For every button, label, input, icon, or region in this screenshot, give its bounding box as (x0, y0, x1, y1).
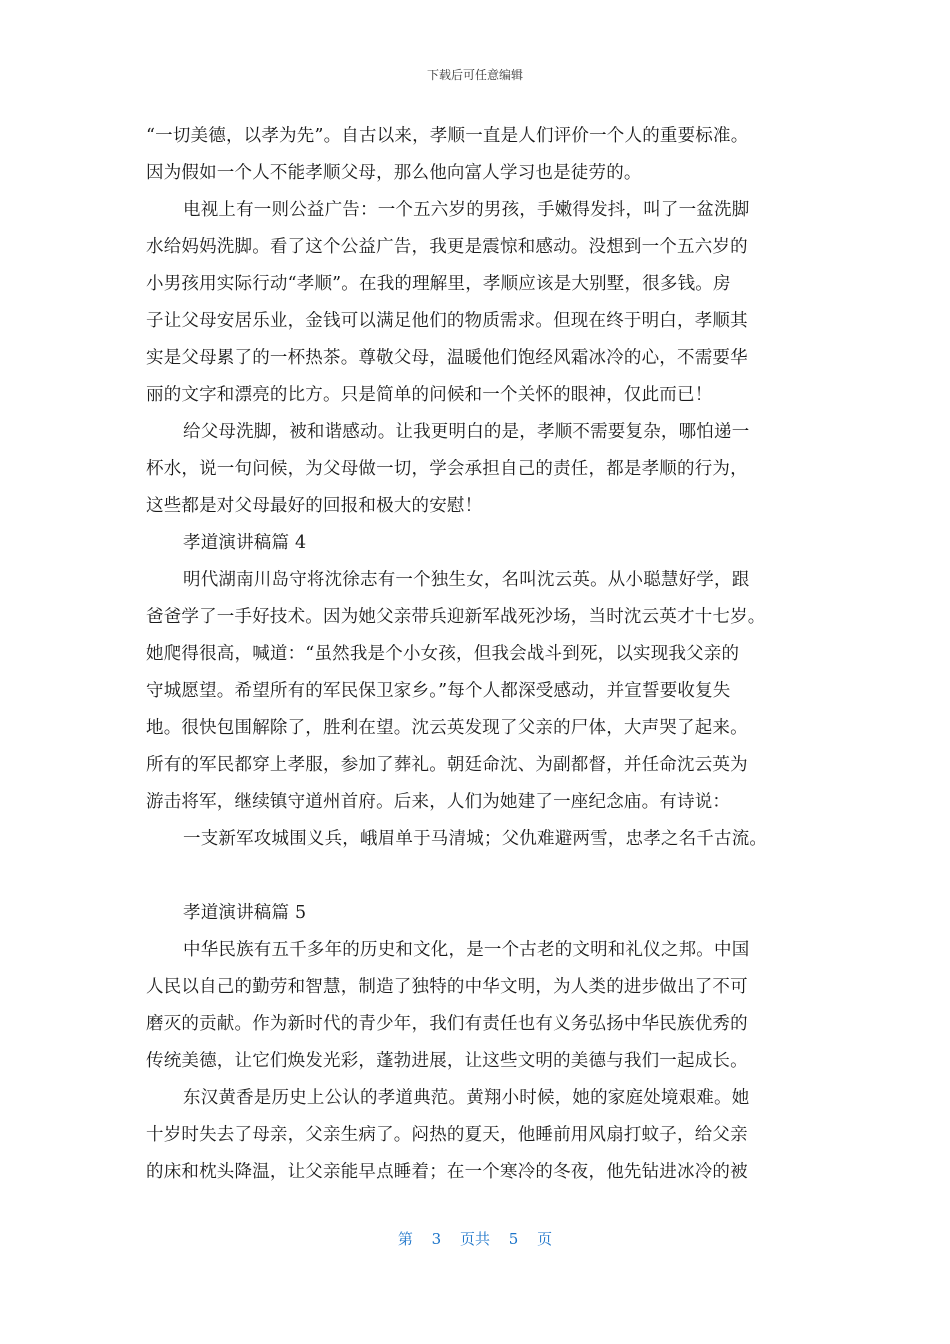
text-line: 十岁时失去了母亲，父亲生病了。闷热的夏天，他睡前用风扇打蚊子，给父亲 (146, 1125, 748, 1145)
page-header: 下载后可任意编辑 (426, 68, 523, 82)
text-line: 的床和枕头降温，让父亲能早点睡着；在一个寒冷的冬夜，他先钻进冰冷的被 (146, 1162, 748, 1182)
text-line: 这些都是对父母最好的回报和极大的安慰！ (146, 496, 483, 516)
text-line: 磨灭的贡献。作为新时代的青少年，我们有责任也有义务弘扬中华民族优秀的 (146, 1014, 748, 1034)
text-line: 人民以自己的勤劳和智慧，制造了独特的中华文明，为人类的进步做出了不可 (146, 977, 748, 997)
text-line: 游击将军，继续镇守道州首府。后来，人们为她建了一座纪念庙。有诗说： (146, 792, 731, 812)
text-line: 孝道演讲稿篇 5 (183, 903, 307, 923)
text-line: 因为假如一个人不能孝顺父母，那么他向富人学习也是徒劳的。 (146, 163, 642, 183)
text-line: 丽的文字和漂亮的比方。只是简单的问候和一个关怀的眼神，仅此而已！ (146, 385, 713, 405)
text-line: 东汉黄香是历史上公认的孝道典范。黄翔小时候，她的家庭处境艰难。她 (183, 1088, 750, 1108)
text-line: 杯水，说一句问候，为父母做一切，学会承担自己的责任，都是孝顺的行为， (146, 459, 748, 479)
page-footer: 第 3 页共 5 页 (397, 1230, 553, 1248)
text-line: 她爬得很高，喊道：“虽然我是个小女孩，但我会战斗到死，以实现我父亲的 (146, 644, 740, 664)
text-line: 一支新军攻城围义兵，峨眉单于马清城；父仇难避两雪，忠孝之名千古流。 (183, 829, 768, 849)
text-line: 传统美德，让它们焕发光彩，蓬勃进展，让这些文明的美德与我们一起成长。 (146, 1051, 748, 1071)
text-line: 小男孩用实际行动“孝顺”。在我的理解里，孝顺应该是大别墅，很多钱。房 (146, 274, 731, 294)
text-line: 子让父母安居乐业，金钱可以满足他们的物质需求。但现在终于明白，孝顺其 (146, 311, 748, 331)
text-line: 水给妈妈洗脚。看了这个公益广告，我更是震惊和感动。没想到一个五六岁的 (146, 237, 748, 257)
text-line: 给父母洗脚，被和谐感动。让我更明白的是，孝顺不需要复杂，哪怕递一 (183, 422, 750, 442)
text-line: 实是父母累了的一杯热茶。尊敬父母，温暖他们饱经风霜冰冷的心，不需要华 (146, 348, 748, 368)
text-line: “一切美德，以孝为先”。自古以来，孝顺一直是人们评价一个人的重要标准。 (146, 126, 749, 146)
text-line: 明代湖南川岛守将沈徐志有一个独生女，名叫沈云英。从小聪慧好学，跟 (183, 570, 750, 590)
document-body (146, 118, 808, 1191)
text-line: 地。很快包围解除了，胜利在望。沈云英发现了父亲的尸体，大声哭了起来。 (146, 718, 748, 738)
text-line: 孝道演讲稿篇 4 (183, 533, 307, 553)
text-line (146, 858, 808, 895)
text-line: 守城愿望。希望所有的军民保卫家乡。”每个人都深受感动，并宣誓要收复失 (146, 681, 731, 701)
text-line: 爸爸学了一手好技术。因为她父亲带兵迎新军战死沙场，当时沈云英才十七岁。 (146, 607, 766, 627)
text-line: 中华民族有五千多年的历史和文化，是一个古老的文明和礼仪之邦。中国 (183, 940, 750, 960)
text-line: 电视上有一则公益广告：一个五六岁的男孩，手嫩得发抖，叫了一盆洗脚 (183, 200, 750, 220)
text-line: 所有的军民都穿上孝服，参加了葬礼。朝廷命沈、为副都督，并任命沈云英为 (146, 755, 748, 775)
